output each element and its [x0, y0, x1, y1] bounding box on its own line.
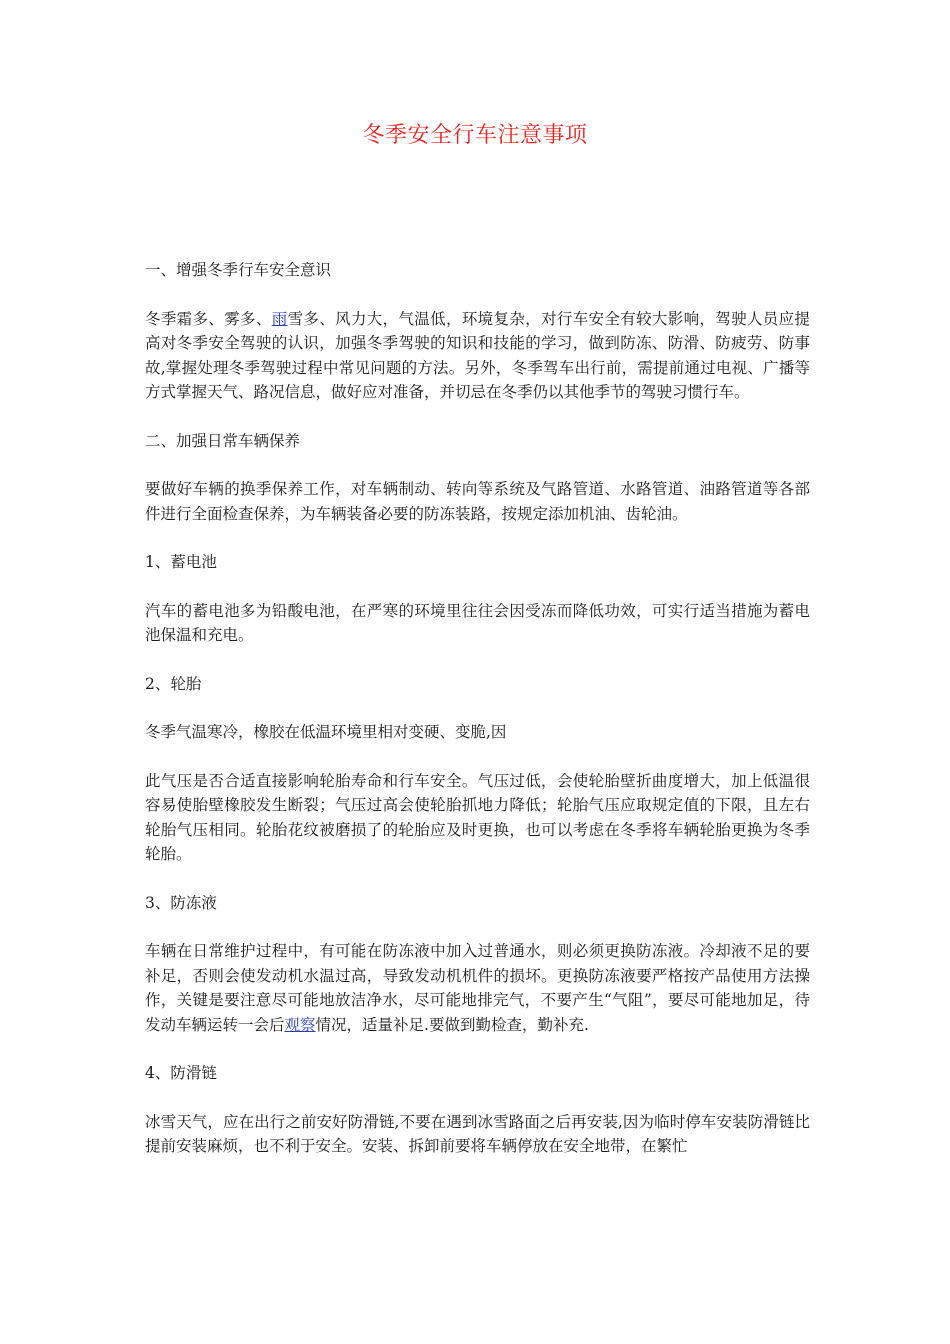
text-run: 冬季霜多、雾多、 [145, 309, 272, 328]
section-heading-antifreeze: 3、防冻液 [145, 893, 217, 912]
document-title: 冬季安全行车注意事项 [362, 123, 588, 148]
link-rain[interactable]: 雨 [271, 309, 288, 328]
text-run: 此气压是否合适直接影响轮胎寿命和行车安全。气压过低，会使轮胎壁折曲度增大，加上低温很容易使胎壁橡胶发生断裂；气压过高会使轮胎抓地力降低；轮胎气压应取规定值的下限，且左右轮胎气压相同。轮胎花纹被磨损了的轮胎应及时更换，也可以考虑在冬季将车辆轮胎更换为冬季轮胎。 [145, 771, 810, 863]
paragraph-antifreeze [145, 939, 810, 1037]
text-run: 汽车的蓄电池多为铅酸电池，在严寒的环境里往往会因受冻而降低功效，可实行适当措施为蓄电池保温和充电。 [145, 601, 810, 644]
section-heading-battery: 1、蓄电池 [145, 553, 217, 571]
text-run: 冬季气温寒冷，橡胶在低温环境里相对变硬、变脆,因 [145, 723, 507, 741]
link-observe[interactable]: 观察 [284, 1015, 316, 1034]
paragraph-tires-intro [145, 720, 810, 745]
paragraph-maintenance [145, 477, 810, 526]
text-run: 情况，适量补足.要做到勤检查，勤补充. [315, 1015, 589, 1034]
text-run: 冰雪天气，应在出行之前安好防滑链,不要在遇到冰雪路面之后再安装,因为临时停车安装防滑链比提前安装麻烦，也不利于安全。安装、拆卸前要将车辆停放在安全地带，在繁忙 [145, 1112, 810, 1155]
text-run: 车辆在日常维护过程中，有可能在防冻液中加入过普通水，则必须更换防冻液。冷却液不足的要补足，否则会使发动机水温过高，导致发动机机件的损坏。更换防冻液要严格按产品使用方法操作，关键是要注意尽可能地放洁净水，尽可能地排完气，不要产生“气阻”，要尽可能地加足，待发动车辆运转一会后 [145, 942, 810, 1034]
section-heading-tires: 2、轮胎 [145, 674, 202, 693]
text-run: 雪多、风力大，气温低，环境复杂，对行车安全有较大影响，驾驶人员应提高对冬季安全驾驶的认识，加强冬季驾驶的知识和技能的学习，做到防冻、防滑、防疲劳、防事故,掌握处理冬季驾驶过程中常见问题的方法。另外，冬季驾车出行前，需提前通过电视、广播等方式掌握天气、路况信息，做好应对准备，并切忌在冬季仍以其他季节的驾驶习惯行车。 [145, 309, 810, 401]
paragraph-awareness [145, 307, 810, 405]
paragraph-battery [145, 599, 810, 648]
section-heading-maintenance: 二、加强日常车辆保养 [145, 431, 301, 450]
paragraph-tires-pressure [145, 769, 810, 867]
text-run: 要做好车辆的换季保养工作，对车辆制动、转向等系统及气路管道、水路管道、油路管道等各部件进行全面检查保养，为车辆装备必要的防冻装路，按规定添加机油、齿轮油。 [145, 480, 810, 523]
section-heading-snow-chains: 4、防滑链 [145, 1064, 217, 1082]
document-body [145, 258, 810, 1183]
section-heading-awareness: 一、增强冬季行车安全意识 [145, 261, 332, 279]
paragraph-snow-chains [145, 1110, 810, 1159]
